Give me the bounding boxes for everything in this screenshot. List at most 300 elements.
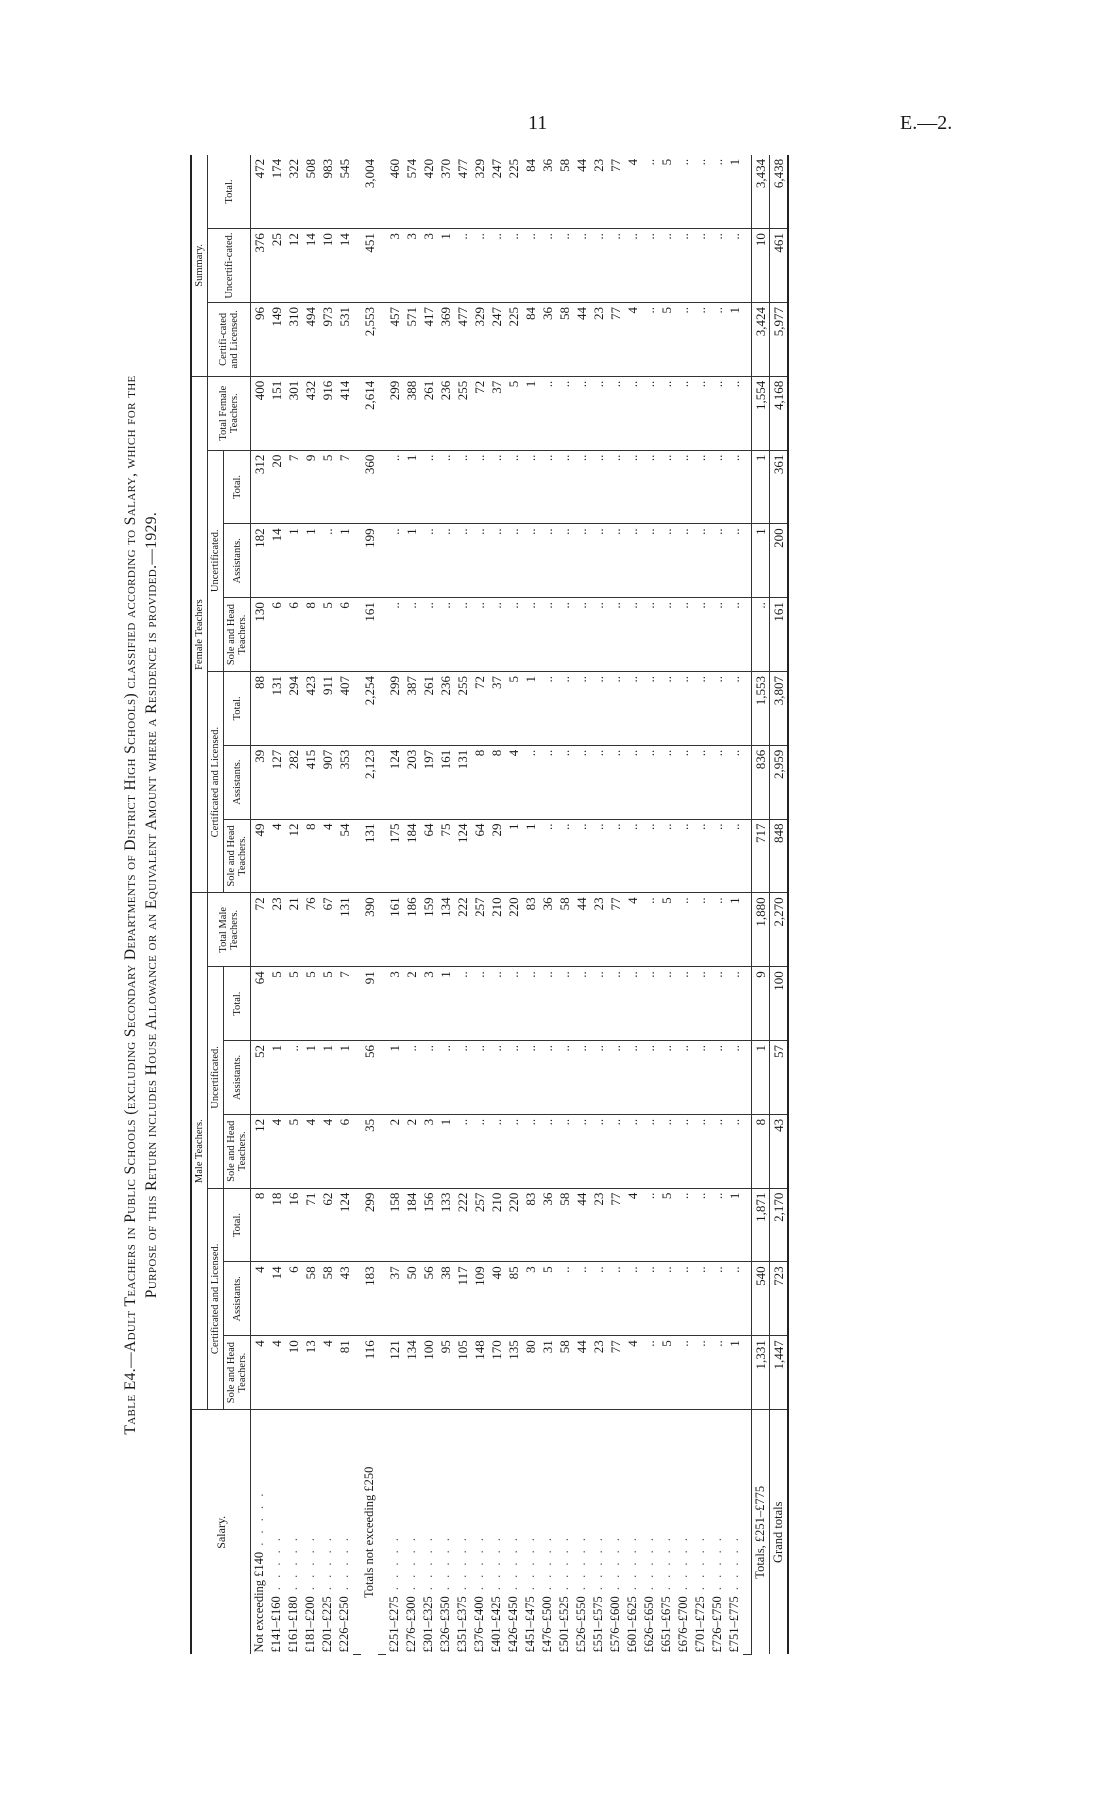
cell-value: 574 [403,155,420,229]
cell-value: .. [522,524,539,598]
cell-value: .. [709,893,726,967]
cell-value: 44 [573,302,590,376]
cell-value: 5 [505,671,522,745]
cell-value: .. [709,155,726,229]
row-label: Totals, £251–£775 [752,1410,770,1655]
cell-value: .. [590,745,607,819]
cell-value: 400 [251,376,269,450]
cell-value: 131 [454,745,471,819]
cell-value: .. [624,1262,641,1336]
cell-value: .. [573,1262,590,1336]
cell-value: .. [505,967,522,1041]
cell-value: 36 [539,893,556,967]
cell-value: .. [726,745,743,819]
row-label: £701–£725 . . . . . [693,1535,707,1653]
cell-value: 210 [488,1188,505,1262]
cell-value: .. [607,229,624,303]
cell-value: 4 [624,893,641,967]
subtotal-row [361,155,378,1655]
cell-value: .. [692,1041,709,1115]
cell-value: 4 [268,1114,285,1188]
cell-value: 77 [607,1188,624,1262]
cell-value: .. [420,598,437,672]
table-row [709,155,726,1655]
cell-value: .. [641,1262,658,1336]
cell-value: .. [641,1336,658,1410]
cell-value: 3,807 [770,671,789,745]
cell-value: 58 [556,1188,573,1262]
cell-value: 299 [361,1188,378,1262]
cell-value: .. [641,1041,658,1115]
male-uncert-header: Uncertificated. [208,967,224,1188]
rotated-table-sheet [120,155,970,1655]
cell-value: .. [709,1114,726,1188]
cell-value: .. [675,1336,692,1410]
cell-value: 124 [386,745,403,819]
cell-value: .. [590,1262,607,1336]
cell-value: .. [675,229,692,303]
cell-value: 1 [726,1188,743,1262]
cell-value: .. [709,819,726,893]
cell-value: .. [488,967,505,1041]
table-row [658,155,675,1655]
cell-value: 12 [251,1114,269,1188]
cell-value: 1 [403,450,420,524]
cell-value: .. [437,450,454,524]
cell-value: 2,123 [361,745,378,819]
cell-value: 5 [658,1188,675,1262]
cell-value: .. [505,229,522,303]
cell-value: 183 [361,1262,378,1336]
cell-value: 58 [556,155,573,229]
table-row [573,155,590,1655]
cell-value: 72 [471,376,488,450]
cell-value: 9 [302,450,319,524]
cell-value: 10 [319,229,336,303]
table-body [251,155,789,1655]
cell-value: .. [420,450,437,524]
cell-value: 1 [319,1041,336,1115]
sub-header: Sole and Head Teachers. [224,598,251,672]
table-row [302,155,319,1655]
cell-value: .. [726,1114,743,1188]
row-label: £476–£500 . . . . . [540,1535,554,1653]
cell-value: .. [641,819,658,893]
cell-value: .. [573,967,590,1041]
cell-value: .. [505,1041,522,1115]
cell-value: 156 [420,1188,437,1262]
cell-value: 52 [251,1041,269,1115]
cell-value: 49 [251,819,269,893]
cell-value: 14 [336,229,353,303]
cell-value: 23 [590,302,607,376]
table-row [403,155,420,1655]
cell-value: 43 [336,1262,353,1336]
row-label: £376–£400 . . . . . [472,1535,486,1653]
cell-value: 75 [437,819,454,893]
cell-value: .. [556,967,573,1041]
cell-value: .. [607,1262,624,1336]
cell-value: 200 [770,524,789,598]
table-row [505,155,522,1655]
cell-value: .. [709,1336,726,1410]
cell-value: 1 [336,524,353,598]
cell-value: .. [641,1114,658,1188]
cell-value: 225 [505,155,522,229]
cell-value: 1 [522,671,539,745]
cell-value: .. [454,229,471,303]
cell-value: 124 [336,1188,353,1262]
cell-value: .. [675,745,692,819]
cell-value: .. [624,598,641,672]
cell-value: 58 [302,1262,319,1336]
table-row [726,155,743,1655]
cell-value: 4 [624,155,641,229]
cell-value: 72 [471,671,488,745]
salary-table [190,155,789,1655]
cell-value: 3 [420,1114,437,1188]
cell-value: .. [590,967,607,1041]
table-row [590,155,607,1655]
cell-value: .. [420,1041,437,1115]
cell-value: .. [658,1114,675,1188]
summary-header: Summary. [191,155,208,376]
row-label: £251–£275 . . . . . [387,1535,401,1653]
cell-value: .. [539,598,556,672]
cell-value: .. [675,524,692,598]
cell-value: 407 [336,671,353,745]
row-label: £426–£450 . . . . . [506,1535,520,1653]
cell-value: 67 [319,893,336,967]
cell-value: 1 [403,524,420,598]
cell-value: 531 [336,302,353,376]
cell-value: .. [726,598,743,672]
cell-value: 80 [522,1336,539,1410]
cell-value: .. [607,450,624,524]
cell-value: .. [607,524,624,598]
cell-value: 3 [420,229,437,303]
cell-value: .. [573,450,590,524]
cell-value: .. [522,967,539,1041]
row-label: £501–£525 . . . . . [557,1535,571,1653]
table-row [539,155,556,1655]
cell-value: 1 [726,155,743,229]
cell-value: 5 [658,155,675,229]
cell-value: 23 [590,1188,607,1262]
cell-value: 148 [471,1336,488,1410]
cell-value: .. [658,598,675,672]
cell-value: .. [607,745,624,819]
table-row [386,155,403,1655]
cell-value: 257 [471,893,488,967]
cell-value: 6,438 [770,155,789,229]
cell-value: 43 [770,1114,789,1188]
cell-value: 299 [386,671,403,745]
sub-header: Sole and Head Teachers. [224,819,251,893]
cell-value: 236 [437,376,454,450]
cell-value: 37 [488,671,505,745]
cell-value: 1 [726,1336,743,1410]
cell-value: 2,553 [361,302,378,376]
cell-value: .. [403,1041,420,1115]
cell-value: 6 [268,598,285,672]
cell-value: .. [641,155,658,229]
cell-value: 3 [386,229,403,303]
cell-value: .. [539,671,556,745]
cell-value: 5 [658,1336,675,1410]
table-row [607,155,624,1655]
spacer-row [378,155,386,1655]
cell-value: 225 [505,302,522,376]
row-label: £181–£200 . . . . . [303,1535,317,1653]
cell-value: 40 [488,1262,505,1336]
cell-value: 415 [302,745,319,819]
cell-value: 390 [361,893,378,967]
cell-value: .. [488,229,505,303]
cell-value: .. [522,450,539,524]
cell-value: 461 [770,229,789,303]
cell-value: .. [675,155,692,229]
cell-value: 5,977 [770,302,789,376]
cell-value: .. [437,524,454,598]
totals-row [752,155,770,1655]
cell-value: .. [556,819,573,893]
spacer-row [743,155,752,1655]
cell-value: .. [675,376,692,450]
cell-value: 545 [336,155,353,229]
cell-value: .. [471,229,488,303]
cell-value: .. [709,1262,726,1336]
cell-value: .. [675,1188,692,1262]
cell-value: 1 [386,1041,403,1115]
cell-value: 151 [268,376,285,450]
row-label: £726–£750 . . . . . [710,1535,724,1653]
cell-value: 14 [268,524,285,598]
cell-value: 1 [752,1041,770,1115]
cell-value: .. [488,1114,505,1188]
cell-value: .. [641,893,658,967]
cell-value: .. [522,229,539,303]
cell-value: .. [522,745,539,819]
cell-value: 58 [319,1262,336,1336]
cell-value: 294 [285,671,302,745]
cell-value: 5 [539,1262,556,1336]
cell-value: 451 [361,229,378,303]
cell-value: 360 [361,450,378,524]
cell-value: 197 [420,745,437,819]
cell-value: .. [556,1262,573,1336]
cell-value: 133 [437,1188,454,1262]
cell-value: .. [709,376,726,450]
cell-value: .. [658,1262,675,1336]
row-label: Totals not exceeding £250 [362,1466,376,1598]
cell-value: .. [641,450,658,524]
cell-value: 84 [522,302,539,376]
cell-value: 149 [268,302,285,376]
cell-value: 414 [336,376,353,450]
cell-value: 21 [285,893,302,967]
cell-value: 159 [420,893,437,967]
row-label: £451–£475 . . . . . [523,1535,537,1653]
cell-value: 329 [471,155,488,229]
cell-value: .. [709,598,726,672]
cell-value: 84 [522,155,539,229]
cell-value: .. [726,819,743,893]
cell-value: 83 [522,1188,539,1262]
cell-value: .. [454,450,471,524]
sub-header: Assistants. [224,1262,251,1336]
cell-value: 4 [268,819,285,893]
cell-value: 916 [319,376,336,450]
cell-value: 369 [437,302,454,376]
cell-value: 4 [319,819,336,893]
cell-value: 4,168 [770,376,789,450]
cell-value: 1,331 [752,1336,770,1410]
cell-value: 1 [752,450,770,524]
cell-value: 10 [285,1336,302,1410]
cell-value: .. [641,671,658,745]
cell-value: 8 [251,1188,269,1262]
cell-value: 36 [539,155,556,229]
cell-value: 23 [590,155,607,229]
table-row [471,155,488,1655]
cell-value: 907 [319,745,336,819]
cell-value: .. [573,671,590,745]
cell-value: 8 [752,1114,770,1188]
cell-value: 370 [437,155,454,229]
cell-value: 301 [285,376,302,450]
cell-value: 81 [336,1336,353,1410]
cell-value: 2,614 [361,376,378,450]
cell-value: .. [505,450,522,524]
sub-header: Total. [224,450,251,524]
table-row [285,155,302,1655]
cell-value: 14 [302,229,319,303]
cell-value: 1,880 [752,893,770,967]
cell-value: .. [607,671,624,745]
summary-total-header: Total. [208,155,251,229]
cell-value: 911 [319,671,336,745]
cell-value: 361 [770,450,789,524]
cell-value: .. [607,1041,624,1115]
cell-value: 717 [752,819,770,893]
cell-value: .. [726,376,743,450]
cell-value: 312 [251,450,269,524]
cell-value: .. [573,1041,590,1115]
cell-value: 14 [268,1262,285,1336]
cell-value: .. [386,598,403,672]
cell-value: 848 [770,819,789,893]
cell-value: .. [692,819,709,893]
row-label: £201–£225 . . . . . [320,1535,334,1653]
cell-value: 4 [319,1114,336,1188]
cell-value: .. [709,302,726,376]
row-label: £401–£425 . . . . . [489,1535,503,1653]
caption-line-2: Purpose of this Return includes House Allowance or an Equivalent Amount where a Residence is provided.—1929. [143,511,160,1299]
cell-value: .. [454,1041,471,1115]
cell-value: 7 [336,967,353,1041]
cell-value: 100 [770,967,789,1041]
cell-value: 4 [624,302,641,376]
cell-value: .. [556,450,573,524]
cell-value: 203 [403,745,420,819]
page-reference: E.—2. [900,112,953,134]
cell-value: 20 [268,450,285,524]
cell-value: .. [709,745,726,819]
cell-value: 186 [403,893,420,967]
cell-value: .. [573,376,590,450]
cell-value: 170 [488,1336,505,1410]
cell-value: .. [692,524,709,598]
cell-value: .. [522,1041,539,1115]
cell-value: 983 [319,155,336,229]
cell-value: 2,959 [770,745,789,819]
cell-value: 5 [505,376,522,450]
cell-value: 222 [454,1188,471,1262]
row-label: £676–£700 . . . . . [676,1535,690,1653]
cell-value: .. [488,598,505,672]
cell-value: .. [726,967,743,1041]
table-row [522,155,539,1655]
cell-value: .. [641,745,658,819]
cell-value: 3 [386,967,403,1041]
grand-totals-row [770,155,789,1655]
table-row [692,155,709,1655]
cell-value: .. [658,450,675,524]
cell-value: .. [454,1114,471,1188]
cell-value: .. [675,893,692,967]
cell-value: .. [658,524,675,598]
cell-value: .. [590,524,607,598]
sub-header: Assistants. [224,524,251,598]
cell-value: .. [471,450,488,524]
row-label: £326–£350 . . . . . [438,1535,452,1653]
cell-value: 3 [420,967,437,1041]
cell-value: 12 [285,819,302,893]
cell-value: 1,553 [752,671,770,745]
cell-value: 220 [505,893,522,967]
cell-value: 13 [302,1336,319,1410]
cell-value: 38 [437,1262,454,1336]
cell-value: 1 [437,1114,454,1188]
cell-value: 5 [319,598,336,672]
cell-value: .. [488,524,505,598]
cell-value: .. [692,967,709,1041]
cell-value: .. [590,376,607,450]
cell-value: 477 [454,155,471,229]
female-teachers-header: Female Teachers [191,376,208,893]
cell-value: 477 [454,302,471,376]
cell-value: 457 [386,302,403,376]
cell-value: .. [675,1114,692,1188]
cell-value: 4 [624,1336,641,1410]
table-row [336,155,353,1655]
cell-value: .. [692,745,709,819]
cell-value: 58 [556,302,573,376]
cell-value: 4 [624,1188,641,1262]
cell-value: .. [556,745,573,819]
cell-value: 432 [302,376,319,450]
cell-value: 282 [285,745,302,819]
cell-value: .. [641,376,658,450]
cell-value: 58 [556,1336,573,1410]
cell-value: .. [675,450,692,524]
cell-value: 388 [403,376,420,450]
cell-value: .. [624,967,641,1041]
cell-value: 4 [251,1336,269,1410]
cell-value: 2 [403,1114,420,1188]
cell-value: .. [658,967,675,1041]
